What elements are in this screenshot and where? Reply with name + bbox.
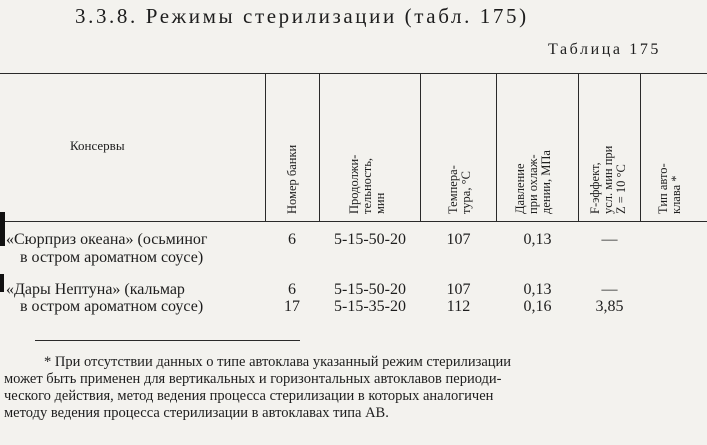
header-line: дении, МПа	[538, 150, 553, 214]
footnote-line: * При отсутствии данных о типе автоклава указанный режим стерилизации	[44, 354, 512, 370]
row-product-line: «Дары Нептуна» (кальмар	[6, 281, 185, 298]
header-line: мин	[372, 192, 387, 214]
row-jar-number: 6	[288, 231, 296, 248]
header-temperature	[442, 74, 478, 214]
row-jar-number: 6	[288, 281, 296, 298]
row-pressure: 0,13	[523, 281, 552, 298]
row-f-effect: —	[601, 281, 618, 298]
header-pressure	[512, 74, 553, 214]
row-temperature: 112	[446, 298, 471, 315]
row-f-effect: 3,85	[595, 298, 624, 315]
row-product-line: «Сюрприз океана» (осьминог	[6, 231, 208, 248]
header-line: клава *	[669, 175, 683, 214]
header-line: F-эффект,	[587, 162, 602, 214]
header-line: Темпера-	[446, 165, 460, 214]
row-jar-number: 17	[284, 298, 300, 315]
column-divider	[640, 74, 641, 221]
header-line: Тип авто-	[656, 163, 670, 214]
table-label: Таблица 175	[548, 41, 662, 58]
table-header-rule	[0, 221, 707, 222]
row-temperature: 107	[446, 281, 471, 298]
footnote-line: методу ведения процесса стерилизации в автоклавах типа АВ.	[4, 405, 389, 421]
header-line: усл. мин при	[600, 145, 615, 214]
column-divider	[265, 74, 266, 221]
scan-edge-mark	[0, 212, 5, 246]
footnote	[0, 354, 707, 422]
header-line: тура, °С	[459, 171, 473, 214]
row-pressure: 0,13	[523, 231, 552, 248]
header-line: при охлаж-	[525, 154, 540, 214]
row-temperature: 107	[446, 231, 471, 248]
header-duration	[346, 74, 387, 214]
header-line: тельность,	[359, 157, 374, 214]
column-divider	[578, 74, 579, 221]
footnote-line: может быть применен для вертикальных и горизонтальных автоклавов периоди-	[4, 371, 502, 387]
header-line: Номер банки	[284, 144, 299, 214]
header-product: Консервы	[70, 138, 125, 153]
scan-edge-mark	[0, 274, 4, 292]
header-line: Давление	[512, 163, 527, 214]
row-duration: 5-15-50-20	[334, 231, 406, 248]
header-line: Z = 10 °С	[613, 164, 628, 214]
row-pressure: 0,16	[523, 298, 552, 315]
row-duration: 5-15-35-20	[334, 298, 406, 315]
column-divider	[496, 74, 497, 221]
header-f-effect	[587, 74, 628, 214]
row-product-line: в остром ароматном соусе)	[20, 249, 204, 266]
header-autoclave-type	[652, 74, 688, 214]
column-divider	[420, 74, 421, 221]
row-f-effect: —	[601, 231, 618, 248]
row-product-line: в остром ароматном соусе)	[20, 298, 204, 315]
footnote-separator	[35, 340, 300, 341]
section-heading: 3.3.8. Режимы стерилизации (табл. 175)	[75, 4, 529, 28]
header-line: Продолжи-	[346, 154, 361, 214]
footnote-line: ческого действия, метод ведения процесса стерилизации в которых аналогичен	[4, 388, 494, 404]
header-jar-number	[274, 74, 310, 214]
row-duration: 5-15-50-20	[334, 281, 406, 298]
column-divider	[319, 74, 320, 221]
